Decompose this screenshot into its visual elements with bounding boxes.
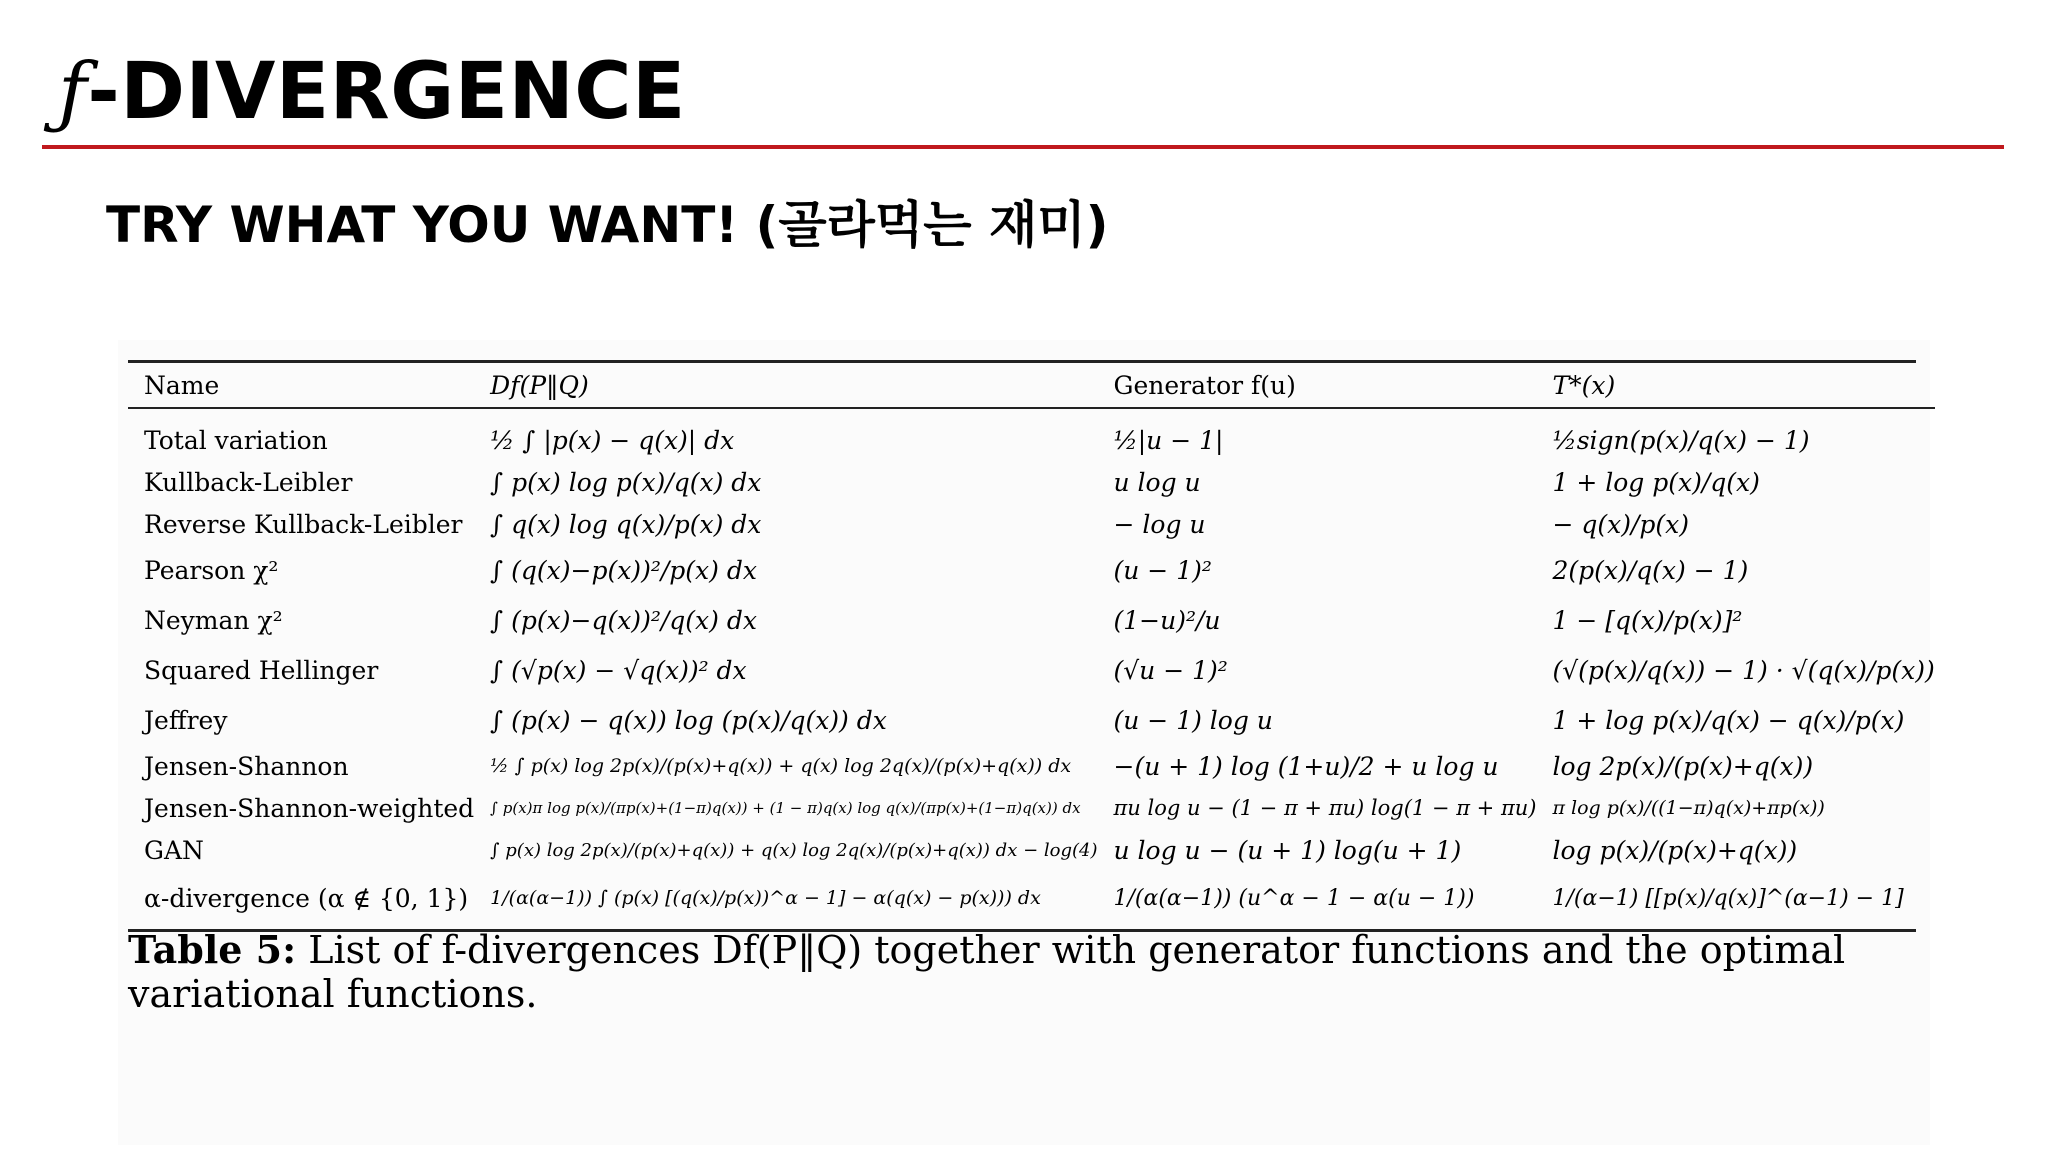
- table-row: [128, 545, 1935, 595]
- caption-label: Table 5:: [128, 927, 297, 972]
- row-name: Total variation: [144, 425, 328, 455]
- table-row: [128, 829, 1935, 871]
- table-row: [128, 745, 1935, 787]
- row-t-star: − q(x)/p(x): [1552, 509, 1690, 539]
- table-row: [128, 461, 1935, 503]
- row-divergence: ∫ (q(x)−p(x))²/p(x) dx: [490, 555, 757, 585]
- title-text: -DIVERGENCE: [87, 47, 686, 137]
- table-row: [128, 503, 1935, 545]
- row-divergence: ∫ p(x) log 2p(x)/(p(x)+q(x)) + q(x) log 2q(x)/(p(x)+q(x)) dx − log(4): [490, 839, 1098, 861]
- row-generator: ½|u − 1|: [1113, 425, 1224, 455]
- row-name: GAN: [144, 835, 204, 865]
- row-divergence: ½ ∫ |p(x) − q(x)| dx: [490, 425, 735, 455]
- title-underline: [42, 145, 2004, 149]
- row-divergence: ∫ (√p(x) − √q(x))² dx: [490, 655, 747, 685]
- row-name: Jensen-Shannon-weighted: [144, 793, 475, 823]
- slide-title: [58, 42, 686, 142]
- row-t-star: log p(x)/(p(x)+q(x)): [1552, 835, 1798, 865]
- header-generator: Generator f(u): [1098, 363, 1537, 408]
- row-t-star: 1 − [q(x)/p(x)]²: [1552, 605, 1743, 635]
- row-divergence: ∫ p(x) log p(x)/q(x) dx: [490, 467, 762, 497]
- header-t-star: T*(x): [1536, 363, 1934, 408]
- row-t-star: 1 + log p(x)/q(x): [1552, 467, 1760, 497]
- row-name: Reverse Kullback-Leibler: [144, 509, 463, 539]
- slide-subtitle: TRY WHAT YOU WANT! (골라먹는 재미): [106, 196, 1109, 254]
- table-caption: [128, 928, 1888, 1016]
- row-generator: − log u: [1113, 509, 1206, 539]
- row-t-star: (√(p(x)/q(x)) − 1) · √(q(x)/p(x)): [1552, 655, 1935, 685]
- row-divergence: 1/(α(α−1)) ∫ (p(x) [(q(x)/p(x))^α − 1] − α(q(x) − p(x))) dx: [490, 887, 1041, 909]
- f-divergence-table: [128, 360, 1935, 932]
- header-name: Name: [128, 363, 474, 408]
- row-divergence: ∫ (p(x) − q(x)) log (p(x)/q(x)) dx: [490, 705, 887, 735]
- row-divergence: ½ ∫ p(x) log 2p(x)/(p(x)+q(x)) + q(x) log 2q(x)/(p(x)+q(x)) dx: [490, 755, 1072, 777]
- row-name: Squared Hellinger: [144, 655, 379, 685]
- row-divergence: ∫ p(x)π log p(x)/(πp(x)+(1−π)q(x)) + (1 − π)q(x) log q(x)/(πp(x)+(1−π)q(x)) dx: [490, 799, 1081, 817]
- row-divergence: ∫ (p(x)−q(x))²/q(x) dx: [490, 605, 757, 635]
- table-header-row: [128, 363, 1935, 408]
- row-t-star: 2(p(x)/q(x) − 1): [1552, 555, 1749, 585]
- table-row: [128, 408, 1935, 461]
- row-t-star: log 2p(x)/(p(x)+q(x)): [1552, 751, 1814, 781]
- row-generator: u log u: [1113, 467, 1201, 497]
- row-t-star: 1 + log p(x)/q(x) − q(x)/p(x): [1552, 705, 1905, 735]
- row-name: Kullback-Leibler: [144, 467, 353, 497]
- header-divergence: Df(P‖Q): [474, 363, 1097, 408]
- table-row: [128, 695, 1935, 745]
- table-row: [128, 645, 1935, 695]
- table-row: [128, 871, 1935, 929]
- row-generator: (√u − 1)²: [1113, 655, 1228, 685]
- row-name: Neyman χ²: [144, 605, 283, 635]
- row-name: Jeffrey: [144, 705, 228, 735]
- row-generator: πu log u − (1 − π + πu) log(1 − π + πu): [1113, 796, 1537, 820]
- row-name: Jensen-Shannon: [144, 751, 349, 781]
- row-name: α-divergence (α ∉ {0, 1}): [144, 883, 469, 913]
- row-divergence: ∫ q(x) log q(x)/p(x) dx: [490, 509, 762, 539]
- table-row: [128, 595, 1935, 645]
- row-t-star: 1/(α−1) [[p(x)/q(x)]^(α−1) − 1]: [1552, 885, 1904, 911]
- row-t-star: π log p(x)/((1−π)q(x)+πp(x)): [1552, 797, 1825, 819]
- title-f-symbol: ƒ: [58, 47, 88, 137]
- caption-text: List of f-divergences Df(P‖Q) together with generator functions and the optimal variational functions.: [128, 928, 1846, 1016]
- row-generator: (1−u)²/u: [1113, 605, 1221, 635]
- table-row: [128, 787, 1935, 829]
- row-name: Pearson χ²: [144, 555, 279, 585]
- row-generator: −(u + 1) log (1+u)/2 + u log u: [1113, 751, 1499, 781]
- row-generator: 1/(α(α−1)) (u^α − 1 − α(u − 1)): [1113, 885, 1475, 911]
- table: [128, 363, 1935, 929]
- row-generator: u log u − (u + 1) log(u + 1): [1113, 835, 1462, 865]
- row-generator: (u − 1) log u: [1113, 705, 1273, 735]
- row-generator: (u − 1)²: [1113, 555, 1212, 585]
- row-t-star: ½sign(p(x)/q(x) − 1): [1552, 425, 1810, 455]
